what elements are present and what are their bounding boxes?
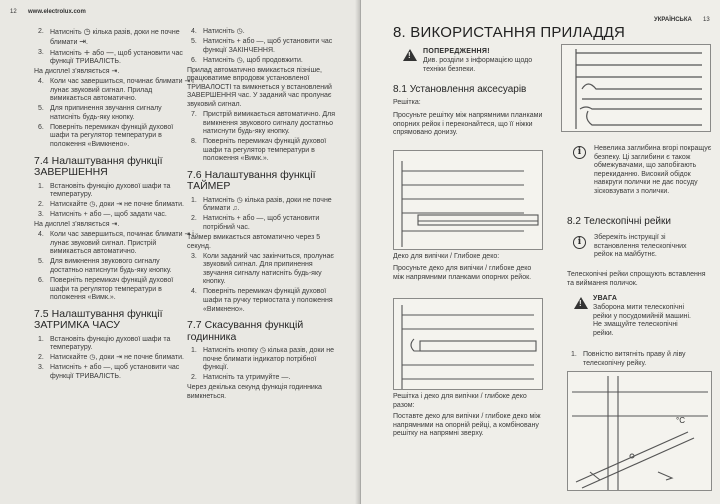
tray-caption: Деко для випічки / Глибоке деко: [393,253,500,260]
page-number-right: 13 [703,17,710,23]
paragraph: Через декілька секунд функція годинника вимкнеться. [187,384,322,400]
telescopic-rail-illustration [567,371,712,491]
rails-text: Телескопічні рейки спрощують вставлення та виймання поличок. [567,271,706,287]
list-item: 1. Натисніть кнопку ◷ кілька разів, доки не почне блимати індикатор потрібної функції. [191,347,335,372]
list-item: 4. Коли час завершиться, починає блимати ⇥ і лунає звуковий сигнал. Прилад вимикається автоматично. [38,78,194,103]
rails-step: 1. Повністю витягніть праву й ліву телескопічну рейку. [571,351,686,367]
warning-text: Див. розділи з інформацією щодо техніки безпеки. [423,57,533,73]
list-item: 2. Натискайте ◷, доки ⇥ не почне блимати. [38,354,184,362]
list-item: 2. Натисніть + або —, щоб установити потрібний час. [191,215,320,232]
list-item: 2. Натисніть ◷ кілька разів, доки не почне блимати ⇥. [38,27,180,46]
section-heading-7-7: 7.7 Скасування функцій годинника [187,319,304,343]
info-text-2: Збережіть інструкції зі встановлення телескопічних рейок на майбутнє. [594,234,687,259]
list-item: 4. Поверніть перемикач функцій духової шафи та ручку термостата у положення «Вимкнено». [191,288,333,313]
section-heading-8-2: 8.2 Телескопічні рейки [567,216,671,227]
list-item: 6. Натисніть ◷, щоб продовжити. [191,56,303,64]
display-note: На дисплеї з'являється ⇥. [34,221,120,229]
section-heading-7-4: 7.4 Налаштування функції ЗАВЕРШЕННЯ [34,154,163,179]
website: www.electrolux.com [28,9,86,15]
list-item: 3. Коли заданий час закінчиться, пролунає звуковий сигнал. Для припинення звучання сигналу натисніть будь-яку кнопку. [191,252,334,286]
caution-icon [574,297,588,309]
list-item: 1. Натисніть ◷ кілька разів, доки не почне блимати ♫. [191,196,332,213]
warning-heading: ПОПЕРЕДЖЕННЯ! [423,48,490,55]
chapter-title: 8. ВИКОРИСТАННЯ ПРИЛАДДЯ [393,24,626,41]
rack-illustration [561,44,711,132]
display-note: На дисплеї з'являється ⇥. [34,68,120,76]
combo-text: Поставте деко для випічки / глибоке деко між напрямними на опорній рейці, а комбіновану решітку на напрямні зверху. [393,413,541,438]
list-item: 7. Пристрій вимикається автоматично. Для вимкнення звукового сигналу достатньо натиснути будь-яку кнопку. [191,110,336,136]
list-item: 5. Натисніть + або —, щоб установити час функції ЗАКІНЧЕННЯ. [191,37,333,54]
caution-heading: УВАГА [593,295,618,302]
section-heading-7-6: 7.6 Налаштування функції ТАЙМЕР [187,168,316,193]
list-item: 5. Для вимкнення звукового сигналу достатньо натиснути будь-яку кнопку. [38,258,172,274]
left-column-2 [187,28,337,403]
list-item: 4. Натисніть ◷. [191,28,245,35]
section-heading-8-1: 8.1 Установлення аксесуарів [393,84,527,95]
section-heading-7-5: 7.5 Налаштування функції ЗАТРИМКА ЧАСУ [34,307,163,332]
paragraph: Таймер вмикається автоматично через 5 секунд. [187,234,321,250]
info-text-1: Невелика заглибина вгорі покращує безпеку. Ці заглибини є також обмежувачами, що запобігають перекиданню. Високий обідок навкруги полички не дає посуду зісковзувати з полички. [594,145,712,195]
list-item: 2. Натисніть та утримуйте —. [191,374,291,382]
info-icon: i [573,236,586,249]
list-item: 8. Поверніть перемикач функцій духової шафи та регулятор температури в положення «Вимк.». [191,138,327,163]
list-item: 3. Натисніть + або —, щоб задати час. [38,211,167,219]
plus-icon: + [83,47,91,57]
list-item: 1. Встановіть функцію духової шафи та температуру. [38,182,171,199]
combo-illustration [393,298,543,390]
right-page [361,0,720,504]
warning-icon [403,49,417,61]
temperature-label: °C [676,416,685,425]
list-item: 1. Встановіть функцію духової шафи та температуру. [38,335,171,352]
caution-text: Заборона мити телескопічні рейки у посудомийній машині. Не змащуйте телескопічні рейки. [593,304,691,337]
tray-illustration [393,150,543,250]
list-item: 6. Поверніть перемикач функцій духової шафи та регулятор температури в положення «Вимкнено». [38,123,174,149]
list-item: 4. Коли час завершиться, починає блимати ⇥ і лунає звуковий сигнал. Пристрій вимикається автоматично. [38,231,194,256]
shelf-text: Просуньте решітку між напрямними планками опорних рейок і переконайтеся, що її ніжки спрямовано донизу. [393,112,543,137]
info-icon: i [573,146,586,159]
language-label: УКРАЇНСЬКА [654,17,692,23]
tray-text: Просуньте деко для випічки / глибоке деко між напрямними планками опорних рейок. [393,265,532,281]
minus-icon: — [106,47,115,57]
page-number-left: 12 [10,9,17,15]
duration-icon: ⇥ [79,36,87,46]
list-item: 5. Для припинення звучання сигналу натисніть будь-яку кнопку. [38,105,162,121]
left-column-1 [34,28,194,383]
list-item: 6. Поверніть перемикач функцій духової шафи та регулятор температури в положення «Вимк.». [38,276,174,302]
paragraph: Прилад автоматично вмикається пізніше, працюватиме впродовж установленої ТРИВАЛОСТІ та вимкнеться у встановлений ЗАВЕРШЕННЯ час. У заданий час пролунає звуковий сигнал. [187,66,332,108]
list-item: 3. Натисніть + або —, щоб установити час функції ТРИВАЛІСТЬ. [38,364,180,380]
clock-icon: ◷ [83,27,91,36]
list-item: 2. Натискайте ◷, доки ⇥ не почне блимати. [38,201,184,209]
combo-caption: Решітка і деко для випічки / глибоке деко разом: [393,393,527,409]
shelf-label: Решітка: [393,99,421,106]
list-item: 3. Натисніть + або —, щоб установити час функції ТРИВАЛІСТЬ. [38,47,183,66]
